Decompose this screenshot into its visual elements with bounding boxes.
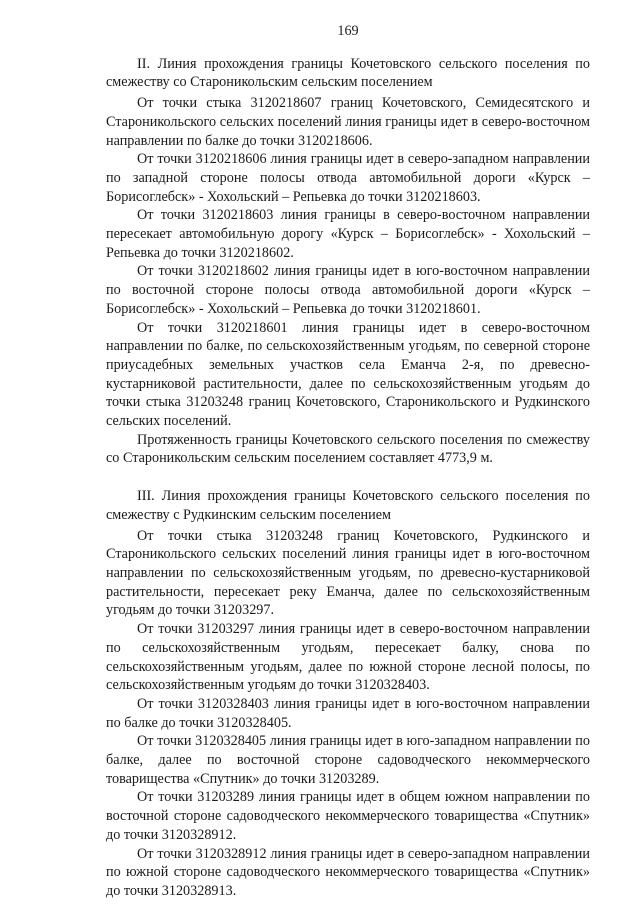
paragraph: От точки 3120218602 линия границы идет в юго-восточном направлении по восточной стороне полосы отвода автомобильной дороги «Курск – Борисоглебск» - Хохольский – Репьевка до точки 3120218601.	[106, 263, 590, 317]
paragraph: От точки стыка 3120218607 границ Кочетовского, Семидесятского и Староникольского сельских поселений линия границы идет в северо-восточном направлении по балке до точки 3120218606.	[106, 95, 590, 149]
section-3	[106, 487, 590, 900]
paragraph: От точки стыка 31203248 границ Кочетовского, Рудкинского и Староникольского сельских поселений линия границы идет в юго-восточном направлении по сельскохозяйственным угодьям, по древесно-кустарниковой растительности, пересекает реку Еманча, далее по сельскохозяйственным угодьям до точки 31203297.	[106, 527, 590, 619]
section-2	[106, 55, 590, 468]
paragraph: От точки 3120328403 линия границы идет в юго-восточном направлении по балке до точки 3120328405.	[106, 695, 590, 731]
paragraph: От точки 31203297 линия границы идет в северо-восточном направлении по сельскохозяйственным угодьям, пересекает балку, снова по сельскохозяйственным угодьям, далее по южной стороне лесной полосы, по сельскохозяйственным угодьям до точки 3120328403.	[106, 621, 590, 694]
paragraph: От точки 3120328912 линия границы идет в северо-западном направлении по южной стороне садоводческого некоммерческого товарищества «Спутник» до точки 3120328913.	[106, 845, 590, 899]
paragraph-total-length: Протяженность границы Кочетовского сельского поселения по смежеству со Староникольским сельским поселением составляет 4773,9 м.	[106, 431, 590, 467]
paragraph: От точки 31203289 линия границы идет в общем южном направлении по восточной стороне садоводческого некоммерческого товарищества «Спутник» до точки 3120328912.	[106, 789, 590, 843]
paragraph: От точки 3120218606 линия границы идет в северо-западном направлении по западной стороне полосы отвода автомобильной дороги «Курск – Борисоглебск» - Хохольский – Репьевка до точки 3120218603.	[106, 151, 590, 205]
section-heading: III. Линия прохождения границы Кочетовского сельского поселения по смежеству с Рудкинским сельским поселением	[106, 488, 590, 523]
document-page	[106, 22, 590, 901]
paragraph: От точки 3120328405 линия границы идет в юго-западном направлении по балке, далее по восточной стороне садоводческого некоммерческого товарищества «Спутник» до точки 31203289.	[106, 733, 590, 787]
section-heading: II. Линия прохождения границы Кочетовского сельского поселения по смежеству со Староникольским сельским поселением	[106, 55, 590, 91]
paragraph: От точки 3120218601 линия границы идет в северо-восточном направлении по балке, по сельскохозяйственным угодьям, по северной стороне приусадебных земельных участков села Еманча 2-я, по древесно-кустарниковой растительности, далее по сельскохозяйственным угодьям до точки стыка 31203248 границ Кочетовского, Староникольского и Рудкинского сельских поселений.	[106, 319, 590, 430]
page-number: 169	[337, 23, 359, 39]
paragraph: От точки 3120218603 линия границы в северо-восточном направлении пересекает автомобильную дорогу «Курск – Борисоглебск» - Хохольский – Репьевка до точки 3120218602.	[106, 207, 590, 261]
